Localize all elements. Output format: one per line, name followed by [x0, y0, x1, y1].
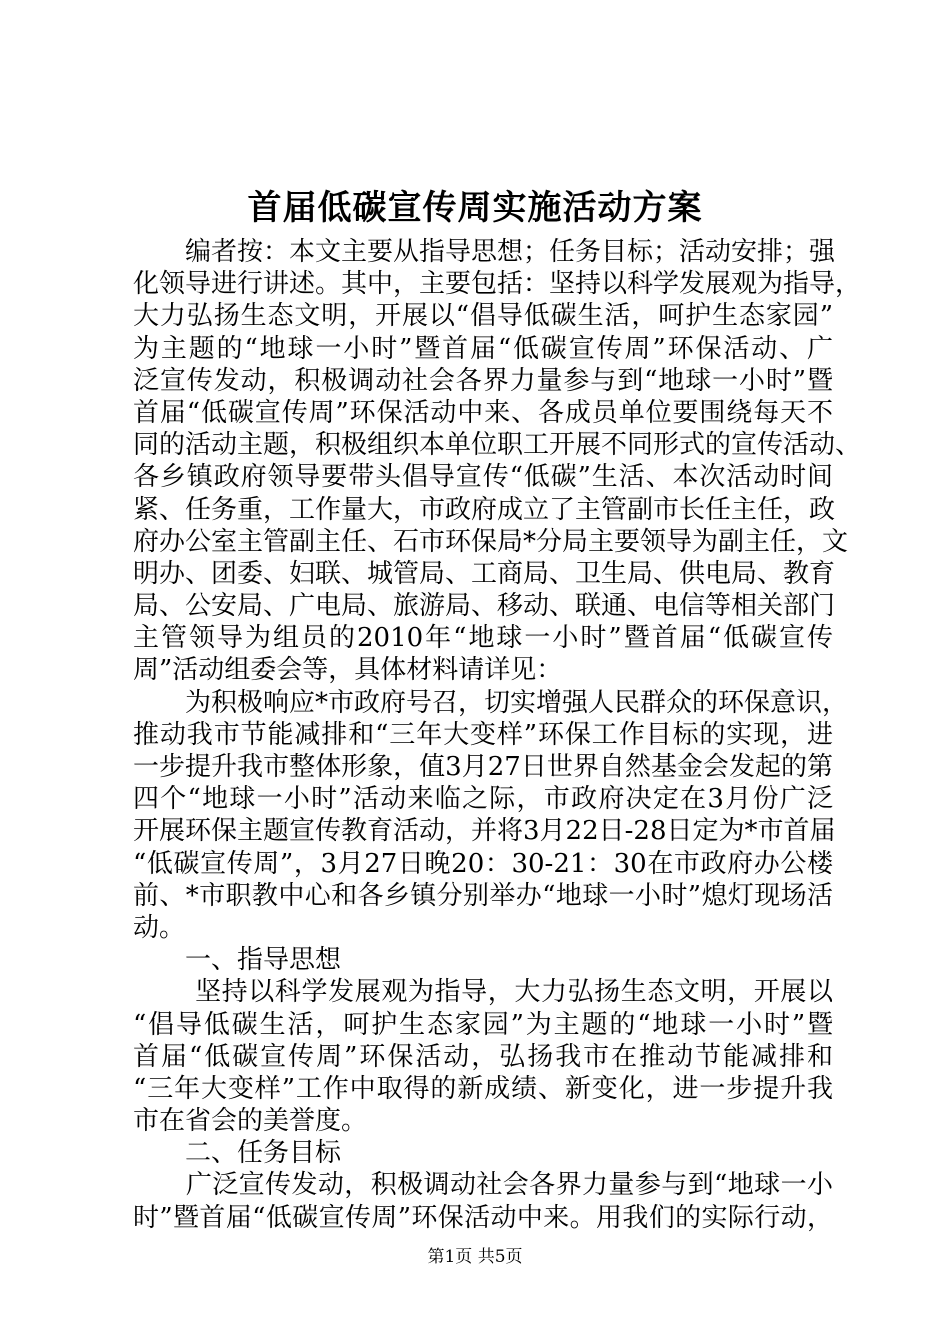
paragraph-line: “倡导低碳生活，呵护生态家园”为主题的“地球一小时”暨: [133, 1009, 833, 1040]
paragraph-line: 大力弘扬生态文明，开展以“倡导低碳生活，呵护生态家园”: [133, 301, 833, 332]
paragraph-line: 一步提升我市整体形象，值3月27日世界自然基金会发起的第: [133, 752, 833, 782]
paragraph-line: 前、*市职教中心和各乡镇分别举办“地球一小时”熄灯现场活: [133, 880, 833, 911]
paragraph-line: 明办、团委、妇联、城管局、工商局、卫生局、供电局、教育: [133, 558, 836, 589]
document-title: 首届低碳宣传周实施活动方案: [247, 188, 703, 228]
paragraph-line: 局、公安局、广电局、旅游局、移动、联通、电信等相关部门: [133, 591, 836, 622]
paragraph-line: 时”暨首届“低碳宣传周”环保活动中来。用我们的实际行动，: [133, 1202, 833, 1233]
paragraph-line: 府办公室主管副主任、石市环保局*分局主要领导为副主任，文: [133, 526, 849, 557]
paragraph-line: 同的活动主题，积极组织本单位职工开展不同形式的宣传活动、: [133, 430, 862, 461]
section-heading: 一、指导思想: [133, 945, 342, 976]
page-footer: 第1页 共5页: [427, 1247, 523, 1267]
paragraph-line: 紧、任务重，工作量大，市政府成立了主管副市长任主任，政: [133, 494, 836, 525]
paragraph-line: 市在省会的美誉度。: [133, 1106, 368, 1137]
paragraph-line: 四个“地球一小时”活动来临之际，市政府决定在3月份广泛: [133, 784, 833, 815]
document-body: [133, 236, 862, 1234]
paragraph-line: 周”活动组委会等，具体材料请详见：: [133, 655, 563, 686]
paragraph-line: 动。: [133, 912, 186, 943]
paragraph-line: 坚持以科学发展观为指导，大力弘扬生态文明，开展以: [133, 977, 833, 1008]
paragraph-line: 为积极响应*市政府号召，切实增强人民群众的环保意识，: [133, 687, 849, 718]
paragraph-line: 广泛宣传发动，积极调动社会各界力量参与到“地球一小: [133, 1170, 833, 1201]
paragraph-line: 泛宣传发动，积极调动社会各界力量参与到“地球一小时”暨: [133, 365, 833, 396]
paragraph-line: 化领导进行讲述。其中，主要包括：坚持以科学发展观为指导，: [133, 269, 862, 300]
paragraph-line: 各乡镇政府领导要带头倡导宣传“低碳”生活、本次活动时间: [133, 462, 833, 493]
paragraph-line: 主管领导为组员的2010年“地球一小时”暨首届“低碳宣传: [133, 623, 833, 654]
paragraph-line: 首届“低碳宣传周”环保活动中来、各成员单位要围绕每天不: [133, 397, 833, 428]
section-heading: 二、任务目标: [133, 1138, 342, 1169]
paragraph-line: 开展环保主题宣传教育活动，并将3月22日-28日定为*市首届: [133, 816, 836, 847]
paragraph-line: “低碳宣传周”，3月27日晚20：30-21：30在市政府办公楼: [133, 848, 833, 879]
paragraph-line: 编者按：本文主要从指导思想；任务目标；活动安排；强: [133, 237, 836, 267]
paragraph-line: 首届“低碳宣传周”环保活动，弘扬我市在推动节能减排和: [133, 1041, 833, 1072]
paragraph-line: 推动我市节能减排和“三年大变样”环保工作目标的实现，进: [133, 719, 833, 750]
paragraph-line: “三年大变样”工作中取得的新成绩、新变化，进一步提升我: [133, 1073, 833, 1104]
paragraph-line: 为主题的“地球一小时”暨首届“低碳宣传周”环保活动、广: [133, 333, 833, 364]
